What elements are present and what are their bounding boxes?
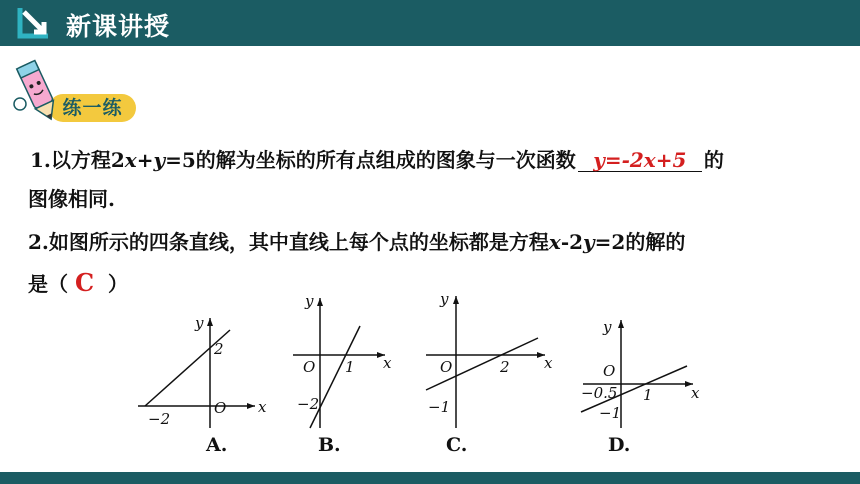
q1-plus: + [136,148,154,172]
question-2-line2 [28,268,128,297]
q1-var-x: x [124,148,137,172]
practice-badge [8,56,138,126]
graph-a [130,288,270,438]
option-a-label: A. [206,434,228,456]
question-1 [30,144,724,173]
practice-label: 练一练 [49,94,136,122]
graph-d-x-label: x [691,384,700,402]
footer-bar [0,472,860,484]
header-title: 新课讲授 [66,12,171,41]
graph-d-tick-y: −1 [599,404,622,422]
graph-b-tick-x: 1 [345,358,355,376]
q2-line2: 是（ [28,272,68,296]
arrow-logo-icon [16,6,52,40]
option-c-label: C. [446,434,468,456]
q2-var-x: x [548,230,561,254]
q1-lead: 1.以方程2 [30,148,125,172]
graph-d-origin: O [603,362,616,380]
q1-var-y: y [153,148,166,172]
graph-d-tick-x2: −0.5 [581,384,618,402]
graph-b-y-label: y [305,292,314,310]
header-bar [0,0,860,46]
q1-answer-blank [578,149,702,172]
pencil-mascot-icon [8,56,68,126]
graph-a-y-arrow [207,318,213,326]
graph-a-y-label: y [195,314,204,332]
graph-a-x-label: x [258,398,267,416]
q2-answer: C [74,268,95,297]
graph-a-origin: O [214,399,227,417]
q2-lead: 2.如图所示的四条直线，其中直线上每个点的坐标都是方程 [28,230,549,254]
graph-c [420,288,555,438]
option-b-label: B. [318,434,341,456]
graph-a-tick-y: 2 [214,340,224,358]
graph-b-y-arrow [317,298,323,306]
graph-a-x-arrow [247,403,255,409]
graph-d-tick-x: 1 [643,386,653,404]
q2-minus: -2 [560,230,584,254]
option-d-label: D. [608,434,631,456]
q1-end: 的 [703,148,724,172]
question-1-line2: 图像相同. [28,187,115,211]
q2-tail: =2的解的 [594,230,686,254]
question-2 [28,226,685,255]
graph-b-x-label: x [383,354,392,372]
graph-c-origin: O [440,358,453,376]
graph-d-y-label: y [603,318,612,336]
q2-var-y: y [583,230,595,254]
q1-answer: y=-2x+5 [593,148,687,172]
graph-b-origin: O [303,358,316,376]
graph-c-tick-x: 2 [500,358,510,376]
graph-a-tick-x: −2 [148,410,171,428]
q2-close: ） [108,272,129,296]
graph-c-y-label: y [440,290,449,308]
graph-d-y-arrow [618,320,624,328]
graph-c-tick-y: −1 [428,398,451,416]
graph-b [285,288,405,438]
graph-b-tick-y: −2 [297,395,320,413]
q1-tail: =5的解为坐标的所有点组成的图象与一次函数 [165,148,576,172]
graph-c-x-label: x [544,354,553,372]
graph-c-y-arrow [453,296,459,304]
graph-d [575,288,705,438]
